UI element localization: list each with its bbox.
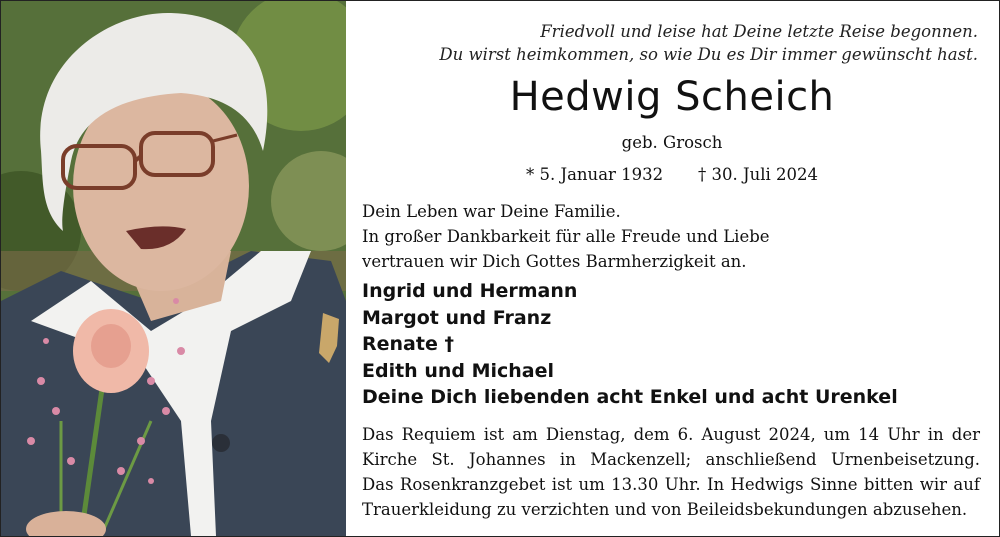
family-member: Ingrid und Hermann	[362, 280, 578, 302]
service-line: Trauerkleidung zu verzichten und von Beileidsbekundungen abzusehen.	[362, 500, 968, 519]
saying-line: Dein Leben war Deine Familie.	[362, 202, 621, 221]
deceased-name: Hedwig Scheich	[509, 74, 835, 120]
saying-line: In großer Dankbarkeit für alle Freude und Liebe	[362, 227, 770, 246]
family-member: Renate †	[362, 333, 454, 355]
service-line: Das Rosenkranzgebet ist um 13.30 Uhr. In Hedwigs Sinne bitten wir auf	[362, 475, 980, 494]
family-member: Deine Dich liebenden acht Enkel und acht Urenkel	[362, 386, 898, 408]
notice-text	[346, 0, 998, 537]
portrait-photo	[1, 1, 346, 536]
service-details	[362, 422, 980, 522]
memorial-saying	[362, 199, 770, 274]
saying-line: vertrauen wir Dich Gottes Barmherzigkeit an.	[362, 252, 747, 271]
maiden-name: geb. Grosch	[621, 133, 723, 152]
family-member: Margot und Franz	[362, 306, 552, 329]
motto-line-2: Du wirst heimkommen, so wie Du es Dir immer gewünscht hast.	[439, 45, 978, 64]
service-line: Das Requiem ist am Dienstag, dem 6. August 2024, um 14 Uhr in der	[362, 425, 980, 444]
motto-line-1: Friedvoll und leise hat Deine letzte Reise begonnen.	[540, 22, 978, 41]
service-line: Kirche St. Johannes in Mackenzell; anschließend Urnenbeisetzung.	[362, 450, 980, 469]
family-member: Edith und Michael	[362, 359, 555, 382]
family-list	[362, 278, 898, 411]
birth-date: * 5. Januar 1932	[526, 165, 664, 184]
portrait-illustration	[1, 1, 346, 536]
death-date: † 30. Juli 2024	[698, 165, 819, 184]
